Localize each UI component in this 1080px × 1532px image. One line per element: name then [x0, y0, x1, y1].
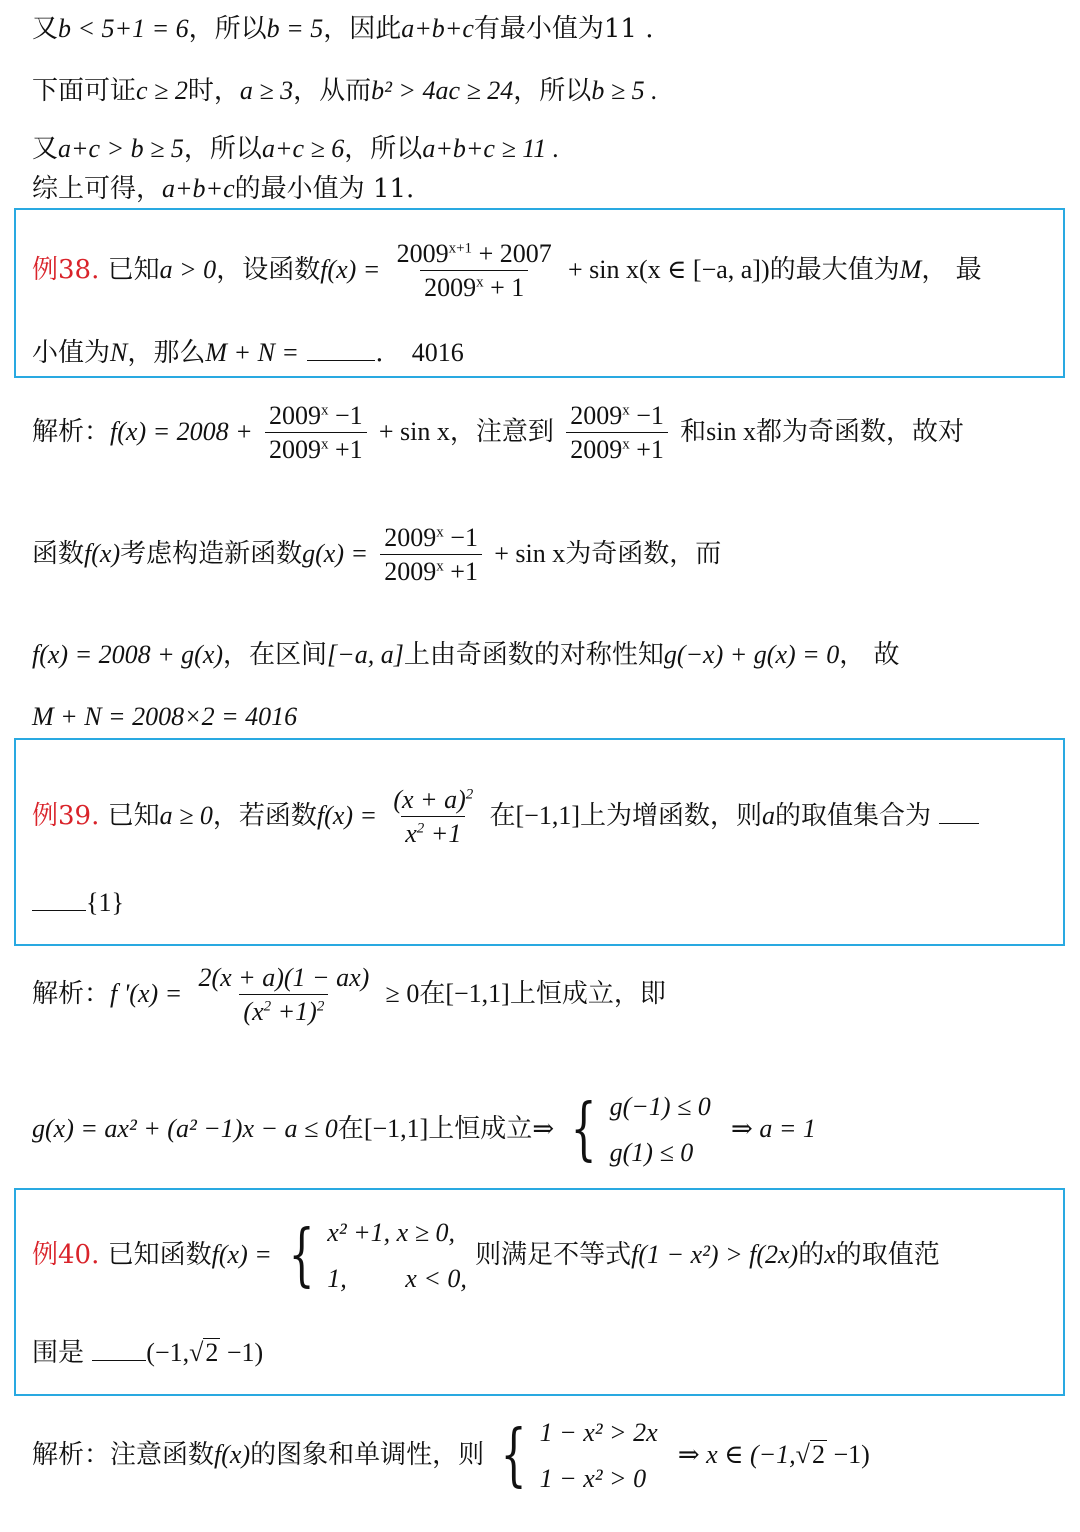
- example-38-fraction: $\frac{2009^{x+1} + 2007}{2009^x + 1}$: [396, 239, 552, 303]
- example-40-line-1: 例40. 已知函数f(x) = { x² +1, x ≥ 0, 1, x < 0, 则满足不等式f(1 − x²) > f(2x)的x的取值范: [32, 1210, 940, 1302]
- solution-38-fraction-3: $\frac{2009^x -1}{2009^x +1}$: [380, 524, 482, 586]
- text-line-4: 综上可得，a+b+c的最小值为 11.: [32, 174, 415, 204]
- solution-38-line-4: M + N = 2008×2 = 4016: [32, 702, 298, 731]
- example-40-label: 例40.: [32, 1240, 100, 1270]
- solution-39-fraction: $\frac{2(x + a)(1 - ax)}{(x^2 +1)^2}$: [198, 963, 370, 1027]
- solution-39-line-2: g(x) = ax² + (a² −1)x − a ≤ 0在[−1,1]上恒成立⇒ { g(−1) ≤ 0 g(1) ≤ 0 ⇒ a = 1: [32, 1084, 816, 1176]
- left-brace: {: [571, 1090, 597, 1169]
- sqrt-sign: √: [189, 1338, 204, 1367]
- solution-38-line-1: 解析：f(x) = 2008 + $\frac{2009^x -1}{2009^x +1}$ + sin x，注意到 $\frac{2009^x -1}{2009^x +1}$ 和sin x都为奇函数，故对: [32, 401, 964, 465]
- answer-blank: [939, 799, 979, 824]
- text-line-1: 又b < 5+1 = 6，所以b = 5，因此a+b+c有最小值为11 .: [32, 14, 654, 44]
- answer-blank-continued: [32, 886, 86, 911]
- solution-40-system: { 1 − x² > 2x 1 − x² > 0: [501, 1416, 658, 1495]
- example-39-line-1: 例39. 已知a ≥ 0，若函数f(x) = $\frac{(x + a)^2}{x^2 +1}$ 在[−1,1]上为增函数，则a的取值集合为: [32, 786, 979, 848]
- example-39-line-2: [32, 886, 124, 920]
- solution-38-line-2: 函数f(x)考虑构造新函数g(x) = $\frac{2009^x -1}{2009^x +1}$ + sin x为奇函数，而: [32, 523, 722, 587]
- solution-39-line-1: 解析：f '(x) = $\frac{2(x + a)(1 - ax)}{(x^2 +1)^2}$ ≥ 0在[−1,1]上恒成立，即: [32, 963, 666, 1027]
- solution-40-line: 解析：注意函数f(x)的图象和单调性，则 { 1 − x² > 2x 1 − x² > 0 ⇒ x ∈ (−1,√2 −1): [32, 1410, 870, 1502]
- answer-blank: [307, 336, 375, 361]
- example-40-line-2: 围是 (−1,√2 −1): [32, 1338, 264, 1368]
- left-brace: {: [288, 1216, 315, 1295]
- example-39-answer: {1}: [86, 888, 124, 917]
- example-38-answer: 4016: [411, 338, 464, 367]
- text-line-2: 下面可证c ≥ 2时，a ≥ 3，从而b² > 4ac ≥ 24，所以b ≥ 5 .: [32, 76, 658, 106]
- example-38-label: 例38.: [32, 254, 100, 285]
- solution-38-fraction-2: $\frac{2009^x -1}{2009^x +1}$: [566, 402, 668, 464]
- example-39-fraction: $\frac{(x + a)^2}{x^2 +1}$: [393, 785, 474, 849]
- solution-38-fraction-1: $\frac{2009^x -1}{2009^x +1}$: [265, 402, 367, 464]
- answer-blank: [92, 1336, 146, 1361]
- example-38-line-2: 小值为N，那么M + N = . 4016: [32, 338, 464, 368]
- example-38-line-1: 例38. 已知a > 0，设函数f(x) = $\frac{2009^{x+1} + 2007}{2009^x + 1}$ + sin x(x ∈ [−a, a])的最大值为M， 最: [32, 239, 982, 303]
- example-40-piecewise: { x² +1, x ≥ 0, 1, x < 0,: [288, 1216, 467, 1295]
- left-brace: {: [501, 1416, 528, 1495]
- solution-38-line-3: f(x) = 2008 + g(x)，在区间[−a, a]上由奇函数的对称性知g(−x) + g(x) = 0， 故: [32, 640, 900, 670]
- example-39-label: 例39.: [32, 800, 100, 831]
- text-line-3: 又a+c > b ≥ 5，所以a+c ≥ 6，所以a+b+c ≥ 11 .: [32, 134, 560, 164]
- solution-39-system: { g(−1) ≤ 0 g(1) ≤ 0: [571, 1090, 711, 1169]
- sqrt-sign: √: [795, 1440, 810, 1469]
